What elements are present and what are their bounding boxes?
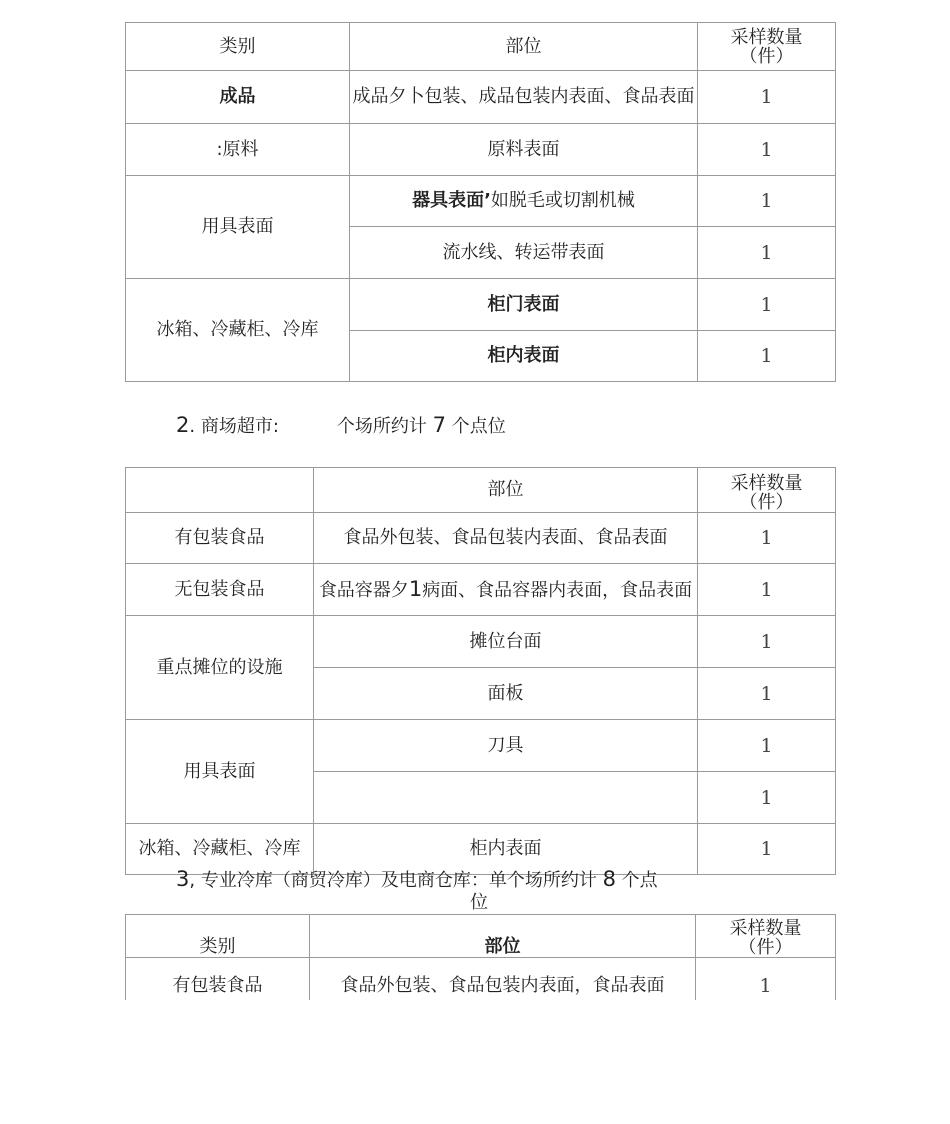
table-row [126,176,836,227]
section-heading-2: 2. 商场超市: 个场所约计 7 个点位 [176,413,506,437]
cell-category: 重点摊位的设施 [126,616,314,720]
table-row [126,279,836,331]
cell-location: 原料表面 [350,124,698,176]
table-row [126,616,836,668]
cell-count: 1 [698,668,836,720]
cell-count: 1 [698,564,836,616]
cell-count: 1 [698,71,836,124]
cell-count: 1 [698,616,836,668]
header-count: 采样数量 （件） [698,23,836,71]
header-count: 采样数量 （件） [696,915,836,958]
header-location: 部位 [310,915,696,958]
cell-count: 1 [698,772,836,824]
cell-category: 成品 [126,71,350,124]
cell-count: 1 [698,279,836,331]
table-row [126,824,836,875]
cell-category: 冰箱、冷藏柜、冷库 [126,279,350,382]
cell-location: 刀具 [314,720,698,772]
cell-location: 食品容器夕1病面、食品容器内表面，食品表面 [314,564,698,616]
header-category: 类别 [126,23,350,71]
header-location: 部位 [350,23,698,71]
header-location: 部位 [314,468,698,513]
cell-category: 用具表面 [126,176,350,279]
table-row [126,513,836,564]
table-sampling-supermarket [125,467,836,875]
table-row [126,720,836,772]
table-row [126,71,836,124]
cell-location: 器具表面’如脱毛或切割机械 [350,176,698,227]
table-row [126,124,836,176]
cell-location: 成品夕卜包装、成品包装内表面、食品表面 [350,71,698,124]
table-header-row [126,915,836,958]
cell-category: :原料 [126,124,350,176]
cell-location: 食品外包装、食品包装内表面、食品表面 [314,513,698,564]
header-category: 类别 [126,915,310,958]
cell-count: 1 [698,513,836,564]
cell-location: 面板 [314,668,698,720]
cell-category: 有包装食品 [126,958,310,1014]
header-category [126,468,314,513]
cell-count: 1 [698,331,836,382]
cell-category: 冰箱、冷藏柜、冷库 [126,824,314,875]
table-header-row [126,23,836,71]
table-sampling-cold-storage [125,914,836,1014]
table-row [126,564,836,616]
cell-count: 1 [698,720,836,772]
cell-category: 用具表面 [126,720,314,824]
cell-location: 柜内表面 [314,824,698,875]
page-cutoff [0,1000,950,1124]
cell-location: 食品外包装、食品包装内表面，食品表面 [310,958,696,1014]
cell-location: 柜内表面 [350,331,698,382]
cell-location [314,772,698,824]
cell-location: 流水线、转运带表面 [350,227,698,279]
cell-count: 1 [698,124,836,176]
section-heading-3: 3, 专业冷库（商贸冷库）及电商仓库：单个场所约计 8 个点 位 [176,867,658,913]
table-header-row [126,468,836,513]
cell-count: 1 [696,958,836,1014]
cell-category: 有包装食品 [126,513,314,564]
cell-category: 无包装食品 [126,564,314,616]
table-sampling-processing [125,22,836,382]
header-count: 采样数量 （件） [698,468,836,513]
cell-count: 1 [698,176,836,227]
cell-location: 摊位台面 [314,616,698,668]
cell-count: 1 [698,824,836,875]
cell-count: 1 [698,227,836,279]
cell-location: 柜门表面 [350,279,698,331]
